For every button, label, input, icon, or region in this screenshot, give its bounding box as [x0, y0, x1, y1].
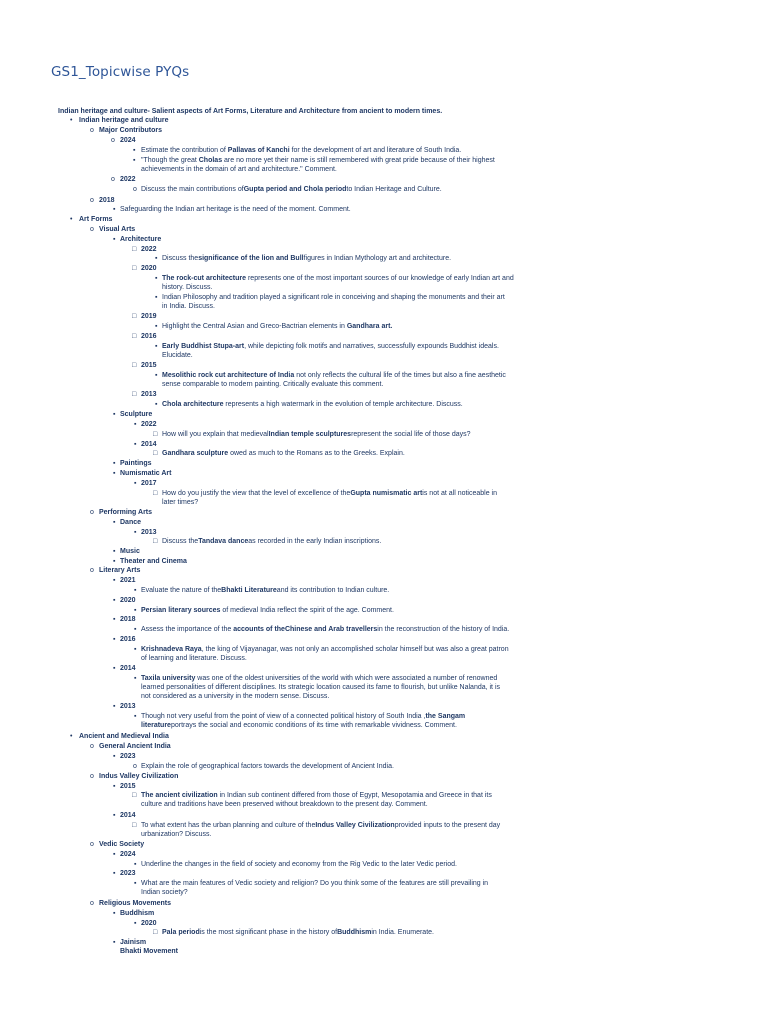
bullet-square: ▪: [113, 206, 116, 213]
question: Discuss thesignificance of the lion and Bullfigures in Indian Mythology art and architecture.: [162, 255, 452, 262]
question: Mesolithic rock cut architecture of India not only reflects the cultural life of the times but also a fine aesthetic: [162, 372, 506, 379]
bullet-square: ▪: [113, 870, 116, 877]
question: "Though the great Cholas are no more yet their name is still remembered with great pride because of their highest: [141, 157, 495, 164]
bullet-square: ▪: [113, 753, 116, 760]
bullet-square: ▪: [155, 323, 158, 330]
subtopic-paintings: Paintings: [120, 460, 152, 467]
bullet-square: ▪: [113, 558, 116, 565]
year-label: 2017: [141, 480, 157, 487]
bullet-square: ▪: [113, 783, 116, 790]
subtopic-literary-arts: Literary Arts: [99, 567, 141, 574]
bullet-square: ▪: [155, 343, 158, 350]
bullet-square: ▪: [113, 470, 116, 477]
bullet-square: ▪: [134, 646, 137, 653]
question-continued: in India. Discuss.: [162, 303, 215, 310]
bullet-disc: •: [70, 733, 73, 740]
question: Krishnadeva Raya, the king of Vijayanagar, was not only an accomplished scholar himself but was also a great patron: [141, 646, 509, 653]
bullet-circle: o: [133, 186, 137, 193]
bullet-box: □: [153, 431, 158, 438]
bullet-square: ▪: [134, 607, 137, 614]
subtopic-performing-arts: Performing Arts: [99, 509, 153, 516]
subtopic-music: Music: [120, 548, 140, 555]
bullet-circle: o: [90, 773, 94, 780]
question: Though not very useful from the point of view of a connected political history of South India ,the Sangam: [141, 713, 466, 720]
bullet-square: ▪: [113, 939, 116, 946]
year-label: 2014: [141, 441, 157, 448]
bullet-square: ▪: [113, 616, 116, 623]
year-label: 2015: [141, 362, 157, 369]
year-label: 2022: [141, 246, 157, 253]
bullet-circle: o: [90, 197, 94, 204]
subtopic-religious-movements: Religious Movements: [99, 900, 171, 907]
question: Chola architecture represents a high watermark in the evolution of temple architecture. Discuss.: [162, 401, 463, 408]
question-continued: literatureportrays the social and economic conditions of its time with remarkable vividness. Comment.: [141, 722, 457, 729]
question: Persian literary sources of medieval India reflect the spirit of the age. Comment.: [141, 607, 394, 614]
bullet-square: ▪: [113, 519, 116, 526]
page-title: GS1_Topicwise PYQs: [51, 64, 190, 80]
bullet-box: □: [132, 822, 137, 829]
subtopic-major-contributors: Major Contributors: [99, 127, 162, 134]
question: Explain the role of geographical factors towards the development of Ancient India.: [141, 763, 394, 770]
bullet-square: ▪: [155, 294, 158, 301]
question-continued: Elucidate.: [162, 352, 193, 359]
year-label: 2019: [141, 313, 157, 320]
bullet-square: ▪: [113, 411, 116, 418]
subtopic-indus-valley: Indus Valley Civilization: [99, 773, 179, 780]
subtopic-numismatic-art: Numismatic Art: [120, 470, 172, 477]
bullet-square: ▪: [113, 236, 116, 243]
bullet-circle: o: [90, 127, 94, 134]
year-label: 2013: [141, 529, 157, 536]
bullet-circle: o: [90, 226, 94, 233]
question-continued: achievements in the domain of art and architecture." Comment.: [141, 166, 337, 173]
year-label: 2016: [141, 333, 157, 340]
question: Discuss theTandava danceas recorded in the early Indian inscriptions.: [162, 538, 382, 545]
question-continued: urbanization? Discuss.: [141, 831, 212, 838]
bullet-square: ▪: [134, 880, 137, 887]
bullet-square: ▪: [113, 910, 116, 917]
bullet-square: ▪: [134, 480, 137, 487]
question: Estimate the contribution of Pallavas of Kanchi for the development of art and literature of South India.: [141, 147, 462, 154]
bullet-square: ▪: [155, 255, 158, 262]
subtopic-theater-cinema: Theater and Cinema: [120, 558, 187, 565]
bullet-square: ▪: [113, 548, 116, 555]
bullet-circle: o: [90, 900, 94, 907]
bullet-circle: o: [90, 841, 94, 848]
bullet-disc: •: [70, 117, 73, 124]
bullet-box: □: [132, 391, 137, 398]
bullet-circle: o: [90, 509, 94, 516]
question: Pala periodis the most significant phase in the history ofBuddhismin India. Enumerate.: [162, 929, 434, 936]
bullet-circle: o: [111, 137, 115, 144]
bullet-box: □: [132, 792, 137, 799]
subtopic-sculpture: Sculpture: [120, 411, 153, 418]
question: To what extent has the urban planning and culture of theIndus Valley Civilizationprovided inputs to the present day: [141, 822, 501, 829]
year-label: 2018: [99, 197, 115, 204]
year-label: 2016: [120, 636, 136, 643]
question: Evaluate the nature of theBhakti Literatureand its contribution to Indian culture.: [141, 587, 390, 594]
bullet-square: ▪: [155, 401, 158, 408]
subtopic-buddhism: Buddhism: [120, 910, 155, 917]
bullet-box: □: [153, 490, 158, 497]
question-continued: of learning and literature. Discuss.: [141, 655, 247, 662]
year-label: 2013: [141, 391, 157, 398]
year-label: 2021: [120, 577, 136, 584]
subtopic-general-ancient: General Ancient India: [99, 743, 171, 750]
bullet-circle: o: [133, 763, 137, 770]
question-continued: history. Discuss.: [162, 284, 213, 291]
question-continued: culture and traditions have been preserved without breakdown to the present day. Comment.: [141, 801, 428, 808]
question-continued: later times?: [162, 499, 199, 506]
question-continued: sense comparable to modern painting. Critically evaluate this comment.: [162, 381, 384, 388]
bullet-square: ▪: [113, 665, 116, 672]
question: Safeguarding the Indian art heritage is the need of the moment. Comment.: [120, 206, 351, 213]
bullet-square: ▪: [113, 597, 116, 604]
year-label: 2015: [120, 783, 136, 790]
bullet-square: ▪: [134, 587, 137, 594]
question: Gandhara sculpture owed as much to the Romans as to the Greeks. Explain.: [162, 450, 405, 457]
section-heading: Indian heritage and culture- Salient aspects of Art Forms, Literature and Architecture from ancient to modern times.: [58, 108, 443, 115]
year-label: 2020: [141, 920, 157, 927]
question: How do you justify the view that the level of excellence of theGupta numismatic artis not at all noticeable in: [162, 490, 498, 497]
bullet-square: ▪: [155, 275, 158, 282]
bullet-square: ▪: [133, 147, 136, 154]
subtopic-dance: Dance: [120, 519, 142, 526]
bullet-square: ▪: [113, 577, 116, 584]
bullet-box: □: [153, 450, 158, 457]
question: Taxila university was one of the oldest universities of the world with which were associated a number of renowned: [141, 675, 498, 682]
bullet-box: □: [132, 362, 137, 369]
question: Discuss the main contributions ofGupta period and Chola periodto Indian Heritage and Culture.: [141, 186, 442, 193]
bullet-square: ▪: [134, 441, 137, 448]
bullet-square: ▪: [134, 920, 137, 927]
bullet-square: ▪: [134, 626, 137, 633]
topic-art-forms: Art Forms: [79, 216, 113, 223]
subtopic-jainism: Jainism: [120, 939, 147, 946]
bullet-square: ▪: [113, 636, 116, 643]
bullet-disc: •: [70, 216, 73, 223]
year-label: 2022: [120, 176, 136, 183]
page-cutoff: [0, 946, 768, 954]
question-continued: not considered as a university in the modern sense. Discuss.: [141, 693, 330, 700]
year-label: 2023: [120, 870, 136, 877]
question: Assess the importance of the accounts of theChinese and Arab travellersin the reconstruction of the history of India.: [141, 626, 510, 633]
bullet-square: ▪: [133, 157, 136, 164]
bullet-square: ▪: [134, 713, 137, 720]
subtopic-architecture: Architecture: [120, 236, 162, 243]
question: The ancient civilization in Indian sub continent differed from those of Egypt, Mesopotamia and Greece in that its: [141, 792, 492, 799]
question: Highlight the Central Asian and Greco-Bactrian elements in Gandhara art.: [162, 323, 393, 330]
bullet-circle: o: [90, 567, 94, 574]
bullet-box: □: [153, 538, 158, 545]
question: The rock-cut architecture represents one of the most important sources of our knowledge of early Indian art and: [162, 275, 514, 282]
question: How will you explain that medievalIndian temple sculpturesrepresent the social life of those days?: [162, 431, 471, 438]
bullet-box: □: [132, 313, 137, 320]
subtopic-visual-arts: Visual Arts: [99, 226, 136, 233]
year-label: 2022: [141, 421, 157, 428]
year-label: 2013: [120, 703, 136, 710]
bullet-square: ▪: [134, 529, 137, 536]
question: Underline the changes in the field of society and economy from the Rig Vedic to the later Vedic period.: [141, 861, 457, 868]
bullet-square: ▪: [134, 421, 137, 428]
question-continued: learned personalities of different disciplines. Its strategic location caused its fame to flourish, but unlike Nalanda, it is: [141, 684, 501, 691]
bullet-square: ▪: [155, 372, 158, 379]
bullet-square: ▪: [113, 851, 116, 858]
year-label: 2014: [120, 665, 136, 672]
bullet-square: ▪: [134, 675, 137, 682]
subtopic-bhakti-movement: Bhakti Movement: [120, 948, 178, 954]
topic-heritage: Indian heritage and culture: [79, 117, 169, 124]
year-label: 2020: [120, 597, 136, 604]
subtopic-vedic-society: Vedic Society: [99, 841, 145, 848]
question: Indian Philosophy and tradition played a significant role in conceiving and shaping the monuments and their art: [162, 294, 505, 301]
bullet-circle: o: [90, 743, 94, 750]
bullet-square: ▪: [113, 703, 116, 710]
year-label: 2023: [120, 753, 136, 760]
year-label: 2024: [120, 137, 136, 144]
bullet-box: □: [132, 333, 137, 340]
bullet-square: ▪: [113, 812, 116, 819]
year-label: 2024: [120, 851, 136, 858]
topic-ancient-medieval: Ancient and Medieval India: [79, 733, 169, 740]
bullet-circle: o: [111, 176, 115, 183]
year-label: 2018: [120, 616, 136, 623]
year-label: 2020: [141, 265, 157, 272]
bullet-square: ▪: [134, 861, 137, 868]
question-continued: Indian society?: [141, 889, 188, 896]
year-label: 2014: [120, 812, 136, 819]
bullet-box: □: [153, 929, 158, 936]
bullet-box: □: [132, 265, 137, 272]
question: Early Buddhist Stupa-art, while depicting folk motifs and narratives, successfully expounds Buddhist ideals.: [162, 343, 499, 350]
bullet-box: □: [132, 246, 137, 253]
bullet-square: ▪: [113, 460, 116, 467]
question: What are the main features of Vedic society and religion? Do you think some of the features are still prevailing in: [141, 880, 489, 887]
